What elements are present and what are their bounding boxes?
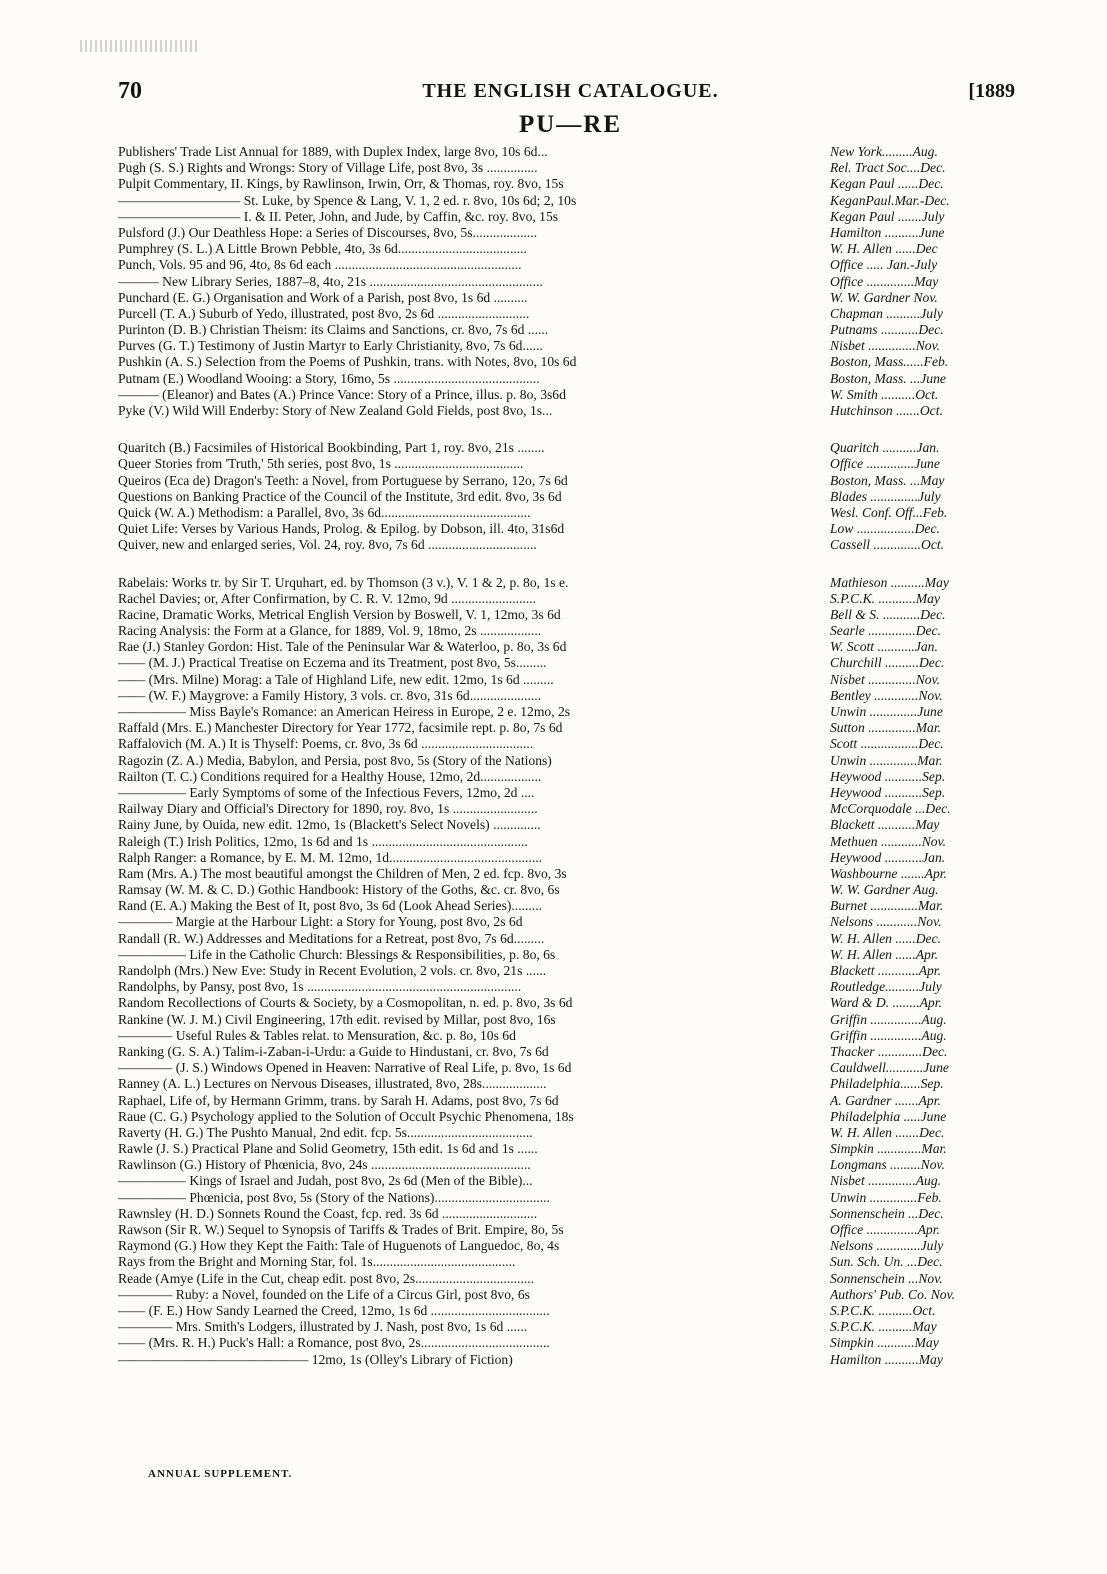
catalogue-entry [118, 834, 1023, 850]
catalogue-entry [118, 963, 1023, 979]
entry-description: Pumphrey (S. L.) A Little Brown Pebble, 4to, 3s 6d...................................... [118, 241, 527, 257]
entry-description: Rachel Davies; or, After Confirmation, by C. R. V. 12mo, 9d ......................... [118, 590, 537, 606]
entry-description: Pulsford (J.) Our Deathless Hope: a Series of Discourses, 8vo, 5s................... [118, 224, 538, 240]
entry-publisher: W. W. Gardner Aug. [830, 882, 939, 898]
entry-description: Ramsay (W. M. & C. D.) Gothic Handbook: History of the Goths, &c. cr. 8vo, 6s [118, 882, 560, 898]
catalogue-entry [118, 817, 1023, 833]
entry-description: Raymond (G.) How they Kept the Faith: Tale of Huguenots of Languedoc, 8o, 4s [118, 1238, 560, 1254]
entry-description: Queiros (Eca de) Dragon's Teeth: a Novel, from Portuguese by Serrano, 12o, 7s 6d [118, 472, 568, 488]
entry-publisher: Nisbet ..............Aug. [830, 1173, 942, 1189]
catalogue-entry [118, 290, 1023, 306]
entry-publisher: Hamilton ..........June [830, 224, 945, 240]
catalogue-entry [118, 274, 1023, 290]
entry-description: ———— Mrs. Smith's Lodgers, illustrated by J. Nash, post 8vo, 1s 6d ...... [118, 1319, 528, 1335]
entry-description: ———— Useful Rules & Tables relat. to Mensuration, &c. p. 8o, 10s 6d [118, 1027, 516, 1043]
entry-publisher: Longmans .........Nov. [830, 1157, 945, 1173]
entry-description: —————————————— 12mo, 1s (Olley's Library of Fiction) [118, 1351, 513, 1367]
entry-publisher: Searle ..............Dec. [830, 623, 941, 639]
entry-publisher: Boston, Mass. ...June [830, 370, 946, 386]
entry-publisher: Philadelphia .....June [830, 1108, 947, 1124]
entry-description: Randall (R. W.) Addresses and Meditations for a Retreat, post 8vo, 7s 6d......... [118, 930, 545, 946]
catalogue-entry [118, 160, 1023, 176]
catalogue-entry [118, 505, 1023, 521]
entry-publisher: Hamilton ..........May [830, 1351, 943, 1367]
catalogue-entry [118, 176, 1023, 192]
entry-publisher: Kegan Paul .......July [830, 208, 945, 224]
entry-description: Pushkin (A. S.) Selection from the Poems of Pushkin, trans. with Notes, 8vo, 10s 6d [118, 354, 577, 370]
catalogue-entry [118, 1093, 1023, 1109]
entry-description: Randolphs, by Pansy, post 8vo, 1s ............................................................... [118, 979, 522, 995]
entry-description: Purcell (T. A.) Suburb of Yedo, illustrated, post 8vo, 2s 6d ........................... [118, 305, 530, 321]
entry-description: ———— (J. S.) Windows Opened in Heaven: Narrative of Real Life, p. 8vo, 1s 6d [118, 1060, 572, 1076]
entry-publisher: Bell & S. ...........Dec. [830, 606, 946, 622]
entry-description: —— (M. J.) Practical Treatise on Eczema and its Treatment, post 8vo, 5s......... [118, 655, 547, 671]
running-title: THE ENGLISH CATALOGUE. [422, 80, 719, 102]
entry-description: Rankine (W. J. M.) Civil Engineering, 17th edit. revised by Millar, post 8vo, 16s [118, 1011, 556, 1027]
entry-publisher: Scott .................Dec. [830, 736, 944, 752]
entry-description: Racing Analysis: the Form at a Glance, for 1889, Vol. 9, 18mo, 2s .................. [118, 623, 542, 639]
entry-description: ———— Margie at the Harbour Light: a Story for Young, post 8vo, 2s 6d [118, 914, 523, 930]
entry-publisher: Quaritch ..........Jan. [830, 440, 940, 456]
entry-description: Purves (G. T.) Testimony of Justin Martyr to Early Christianity, 8vo, 7s 6d...... [118, 338, 543, 354]
page-number: 70 [118, 78, 142, 104]
entry-publisher: Boston, Mass......Feb. [830, 354, 949, 370]
entry-description: Rawson (Sir R. W.) Sequel to Synopsis of Tariffs & Trades of Brit. Empire, 8o, 5s [118, 1222, 564, 1237]
catalogue-entry [118, 607, 1023, 623]
entry-publisher: Heywood ...........Sep. [830, 768, 946, 784]
entry-description: Ragozin (Z. A.) Media, Babylon, and Persia, post 8vo, 5s (Story of the Nations) [118, 752, 552, 768]
entry-description: —— (F. E.) How Sandy Learned the Creed, 12mo, 1s 6d ................................... [118, 1302, 550, 1318]
entry-description: Pulpit Commentary, II. Kings, by Rawlinson, Irwin, Orr, & Thomas, roy. 8vo, 15s [118, 176, 564, 192]
catalogue-entry [118, 1335, 1023, 1351]
catalogue-entry [118, 456, 1023, 472]
entry-publisher: Sun. Sch. Un. ...Dec. [830, 1254, 943, 1270]
catalogue-entry [118, 1125, 1023, 1141]
entry-publisher: Nelsons ............Nov. [830, 914, 942, 930]
entry-description: Ralph Ranger: a Romance, by E. M. M. 12mo, 1d............................................. [118, 849, 543, 865]
entry-publisher: Blackett ............Apr. [830, 963, 941, 978]
entry-publisher: Griffin ...............Aug. [830, 1027, 947, 1043]
catalogue-entry [118, 1076, 1023, 1092]
catalogue-entry [118, 947, 1023, 963]
catalogue-entry [118, 473, 1023, 489]
entry-description: ——— (Eleanor) and Bates (A.) Prince Vance: Story of a Prince, illus. p. 8o, 3s6d [118, 386, 566, 402]
catalogue-entry [118, 866, 1023, 882]
entry-publisher: Blades ..............July [830, 488, 941, 504]
entry-description: ————— Kings of Israel and Judah, post 8vo, 2s 6d (Men of the Bible)... [118, 1173, 533, 1189]
catalogue-entry [118, 850, 1023, 866]
catalogue-entry [118, 688, 1023, 704]
entry-description: Publishers' Trade List Annual for 1889, with Duplex Index, large 8vo, 10s 6d... [118, 144, 548, 159]
entry-publisher: Boston, Mass. ...May [830, 472, 945, 488]
entry-publisher: Nelsons .............July [830, 1238, 944, 1254]
catalogue-entry [118, 489, 1023, 505]
entry-description: Rays from the Bright and Morning Star, fol. 1s.......................................... [118, 1254, 516, 1270]
entry-description: Punchard (E. G.) Organisation and Work of a Parish, post 8vo, 1s 6d .......... [118, 289, 528, 305]
catalogue-entry [118, 785, 1023, 801]
entry-description: Raue (C. G.) Psychology applied to the Solution of Occult Psychic Phenomena, 18s [118, 1108, 574, 1124]
entry-description: Quiver, new and enlarged series, Vol. 24, roy. 8vo, 7s 6d ................................ [118, 537, 537, 553]
entry-description: Random Recollections of Courts & Society, by a Cosmopolitan, n. ed. p. 8vo, 3s 6d [118, 995, 573, 1011]
entry-description: Raphael, Life of, by Hermann Grimm, trans. by Sarah H. Adams, post 8vo, 7s 6d [118, 1092, 559, 1108]
catalogue-entry [118, 193, 1023, 209]
entry-publisher: Office ..............May [830, 273, 939, 289]
catalogue-entry [118, 521, 1023, 537]
entry-description: Rabelais: Works tr. by Sir T. Urquhart, ed. by Thomson (3 v.), V. 1 & 2, p. 8o, 1s e. [118, 574, 569, 590]
entry-publisher: New York.........Aug. [830, 144, 938, 159]
catalogue-entry [118, 1044, 1023, 1060]
entry-publisher: Rel. Tract Soc....Dec. [830, 160, 946, 176]
catalogue-entry [118, 306, 1023, 322]
entry-publisher: W. H. Allen ......Dec. [830, 930, 941, 946]
entry-publisher: Unwin ..............Mar. [830, 752, 943, 768]
entry-description: —— (Mrs. Milne) Morag: a Tale of Highland Life, new edit. 12mo, 1s 6d ......... [118, 671, 554, 687]
entry-description: Rae (J.) Stanley Gordon: Hist. Tale of the Peninsular War & Waterloo, p. 8o, 3s 6d [118, 639, 567, 655]
entry-publisher: W. H. Allen .......Dec. [830, 1124, 945, 1140]
section-title: PU—RE [518, 111, 623, 138]
entry-description: Ram (Mrs. A.) The most beautiful amongst the Children of Men, 2 ed. fcp. 8vo, 3s [118, 865, 567, 881]
catalogue-entry [118, 1141, 1023, 1157]
entry-publisher: Cauldwell...........June [830, 1060, 949, 1076]
catalogue-entry [118, 1028, 1023, 1044]
entry-publisher: Philadelphia......Sep. [830, 1076, 944, 1092]
catalogue-entry [118, 1012, 1023, 1028]
catalogue-entry [118, 1157, 1023, 1173]
entry-description: Quiet Life: Verses by Various Hands, Prolog. & Epilog. by Dobson, ill. 4to, 31s6d [118, 521, 565, 537]
catalogue-section [118, 144, 1023, 419]
entry-publisher: Bentley .............Nov. [830, 687, 943, 703]
catalogue-entry [118, 1206, 1023, 1222]
catalogue-entry [118, 1222, 1023, 1238]
catalogue-entry [118, 639, 1023, 655]
entry-description: Punch, Vols. 95 and 96, 4to, 8s 6d each ....................................................... [118, 257, 522, 273]
entry-publisher: Unwin ..............June [830, 704, 943, 719]
entry-publisher: W. H. Allen ......Dec [830, 241, 938, 257]
catalogue-entry [118, 1271, 1023, 1287]
entry-publisher: Sonnenschein ...Dec. [830, 1205, 944, 1221]
entry-publisher: Griffin ...............Aug. [830, 1011, 947, 1027]
entry-publisher: Cassell ..............Oct. [830, 537, 945, 553]
catalogue-entry [118, 1352, 1023, 1368]
catalogue-entry [118, 1190, 1023, 1206]
entry-description: Raffald (Mrs. E.) Manchester Directory for Year 1772, facsimile rept. p. 8o, 7s 6d [118, 720, 563, 736]
entry-publisher: Office ...............Apr. [830, 1222, 940, 1237]
entry-publisher: S.P.C.K. ..........May [830, 1319, 937, 1335]
catalogue-entry [118, 931, 1023, 947]
catalogue-entry [118, 575, 1023, 591]
catalogue-entry [118, 1303, 1023, 1319]
entry-description: Rawnsley (H. D.) Sonnets Round the Coast, fcp. red. 3s 6d ............................ [118, 1205, 538, 1221]
catalogue-sections [118, 144, 1023, 1368]
catalogue-entry [118, 257, 1023, 273]
catalogue-entry [118, 537, 1023, 553]
entry-publisher: Sonnenschein ...Nov. [830, 1270, 943, 1286]
entry-description: ———— Ruby: a Novel, founded on the Life of a Circus Girl, post 8vo, 6s [118, 1286, 530, 1302]
catalogue-entry [118, 720, 1023, 736]
entry-description: Reade (Amye (Life in the Cut, cheap edit. post 8vo, 2s................................... [118, 1270, 535, 1286]
entry-publisher: Thacker .............Dec. [830, 1043, 948, 1059]
entry-publisher: Ward & D. ........Apr. [830, 995, 942, 1011]
entry-description: Railway Diary and Official's Directory for 1890, roy. 8vo, 1s ......................... [118, 801, 538, 817]
entry-description: Putnam (E.) Woodland Wooing: a Story, 16mo, 5s ........................................... [118, 370, 540, 386]
entry-publisher: Heywood ...........Sep. [830, 784, 946, 800]
catalogue-entry [118, 898, 1023, 914]
catalogue-entry [118, 225, 1023, 241]
entry-publisher: Simpkin .............Mar. [830, 1141, 947, 1157]
entry-publisher: Office ..............June [830, 456, 940, 472]
entry-description: Pugh (S. S.) Rights and Wrongs: Story of Village Life, post 8vo, 3s ............... [118, 160, 538, 176]
catalogue-entry [118, 623, 1023, 639]
catalogue-entry [118, 801, 1023, 817]
entry-description: ————— Early Symptoms of some of the Infectious Fevers, 12mo, 2d .... [118, 784, 535, 800]
catalogue-entry [118, 591, 1023, 607]
catalogue-entry [118, 338, 1023, 354]
entry-publisher: Washbourne .......Apr. [830, 865, 947, 881]
running-year: [1889 [968, 80, 1015, 102]
entry-description: Quick (W. A.) Methodism: a Parallel, 8vo, 3s 6d............................................ [118, 504, 531, 520]
entry-description: Railton (T. C.) Conditions required for a Healthy House, 12mo, 2d.................. [118, 768, 542, 784]
catalogue-entry [118, 1287, 1023, 1303]
catalogue-entry [118, 371, 1023, 387]
catalogue-section [118, 575, 1023, 1368]
entry-publisher: S.P.C.K. ...........May [830, 590, 941, 606]
entry-publisher: KeganPaul.Mar.-Dec. [830, 192, 950, 208]
catalogue-section [118, 440, 1023, 553]
footer-annual-supplement: ANNUAL SUPPLEMENT. [148, 1468, 293, 1480]
entry-publisher: Unwin ..............Feb. [830, 1189, 942, 1205]
entry-publisher: Office ..... Jan.-July [830, 257, 938, 273]
catalogue-entry [118, 914, 1023, 930]
catalogue-entry [118, 1254, 1023, 1270]
entry-publisher: W. Scott ...........Jan. [830, 639, 938, 655]
entry-description: Quaritch (B.) Facsimiles of Historical Bookbinding, Part 1, roy. 8vo, 21s ........ [118, 440, 545, 456]
entry-publisher: Wesl. Conf. Off...Feb. [830, 504, 948, 520]
entry-publisher: Mathieson ..........May [830, 574, 949, 590]
entry-description: Rawle (J. S.) Practical Plane and Solid Geometry, 15th edit. 1s 6d and 1s ...... [118, 1141, 538, 1157]
entry-publisher: Heywood ...........Jan. [830, 849, 946, 865]
catalogue-entry [118, 403, 1023, 419]
entry-publisher: Blackett ...........May [830, 817, 940, 833]
entry-publisher: Sutton ..............Mar. [830, 720, 942, 736]
catalogue-entry [118, 322, 1023, 338]
catalogue-entry [118, 144, 1023, 160]
entry-description: —— (W. F.) Maygrove: a Family History, 3 vols. cr. 8vo, 31s 6d..................... [118, 687, 542, 703]
entry-description: Purinton (D. B.) Christian Theism: its Claims and Sanctions, cr. 8vo, 7s 6d ...... [118, 322, 549, 338]
entry-description: ————————— I. & II. Peter, John, and Jude, by Caffin, &c. roy. 8vo, 15s [118, 208, 559, 224]
scan-smudge [80, 40, 200, 52]
entry-description: Queer Stories from 'Truth,' 5th series, post 8vo, 1s ...................................... [118, 456, 524, 472]
entry-publisher: S.P.C.K. ..........Oct. [830, 1302, 936, 1318]
entry-publisher: W. Smith ..........Oct. [830, 386, 939, 402]
entry-description: Rainy June, by Ouida, new edit. 12mo, 1s (Blackett's Select Novels) .............. [118, 817, 541, 833]
catalogue-entry [118, 354, 1023, 370]
entry-publisher: McCorquodale ...Dec. [830, 801, 951, 817]
entry-description: Ranney (A. L.) Lectures on Nervous Diseases, illustrated, 8vo, 28s................... [118, 1076, 547, 1092]
catalogue-entry [118, 387, 1023, 403]
catalogue-entry [118, 753, 1023, 769]
entry-publisher: Churchill ..........Dec. [830, 655, 945, 671]
catalogue-entry [118, 1173, 1023, 1189]
catalogue-entry [118, 1060, 1023, 1076]
catalogue-entry [118, 209, 1023, 225]
entry-description: Randolph (Mrs.) New Eve: Study in Recent Evolution, 2 vols. cr. 8vo, 21s ...... [118, 963, 547, 978]
entry-description: Raverty (H. G.) The Pushto Manual, 2nd edit. fcp. 5s..................................... [118, 1124, 533, 1140]
entry-description: ————————— St. Luke, by Spence & Lang, V. 1, 2 ed. r. 8vo, 10s 6d; 2, 10s [118, 192, 577, 208]
catalogue-entry [118, 1319, 1023, 1335]
entry-publisher: Routledge..........July [830, 979, 942, 995]
entry-description: ————— Miss Bayle's Romance: an American Heiress in Europe, 2 e. 12mo, 2s [118, 704, 571, 719]
entry-description: Pyke (V.) Wild Will Enderby: Story of New Zealand Gold Fields, post 8vo, 1s... [118, 403, 553, 418]
entry-publisher: Methuen ............Nov. [830, 833, 947, 849]
catalogue-entry [118, 672, 1023, 688]
catalogue-entry [118, 736, 1023, 752]
entry-publisher: Chapman ..........July [830, 305, 943, 321]
entry-publisher: A. Gardner .......Apr. [830, 1092, 941, 1108]
entry-description: Questions on Banking Practice of the Council of the Institute, 3rd edit. 8vo, 3s 6d [118, 488, 562, 504]
entry-publisher: Nisbet ..............Nov. [830, 338, 941, 354]
catalogue-entry [118, 440, 1023, 456]
entry-publisher: Authors' Pub. Co. Nov. [830, 1286, 955, 1302]
entry-description: ——— New Library Series, 1887–8, 4to, 21s ................................................... [118, 273, 543, 289]
catalogue-entry [118, 655, 1023, 671]
entry-publisher: W. H. Allen ......Apr. [830, 946, 938, 962]
catalogue-entry [118, 241, 1023, 257]
entry-publisher: Simpkin ...........May [830, 1335, 939, 1351]
catalogue-entry [118, 769, 1023, 785]
entry-publisher: Hutchinson .......Oct. [830, 403, 943, 418]
entry-description: Rawlinson (G.) History of Phœnicia, 8vo, 24s ............................................... [118, 1157, 531, 1173]
entry-publisher: Putnams ...........Dec. [830, 322, 944, 338]
catalogue-entry [118, 1238, 1023, 1254]
entry-description: ————— Life in the Catholic Church: Blessings & Responsibilities, p. 8o, 6s [118, 946, 556, 962]
entry-publisher: W. W. Gardner Nov. [830, 289, 938, 305]
catalogue-entry [118, 995, 1023, 1011]
entry-description: Racine, Dramatic Works, Metrical English Version by Boswell, V. 1, 12mo, 3s 6d [118, 606, 561, 622]
entry-description: Raffalovich (M. A.) It is Thyself: Poems, cr. 8vo, 3s 6d ................................. [118, 736, 534, 752]
catalogue-entry [118, 1109, 1023, 1125]
entry-publisher: Kegan Paul ......Dec. [830, 176, 944, 192]
catalogue-page [118, 78, 1023, 1389]
entry-description: —— (Mrs. R. H.) Puck's Hall: a Romance, post 8vo, 2s...................................... [118, 1335, 550, 1351]
catalogue-entry [118, 979, 1023, 995]
running-head [118, 78, 1023, 108]
entry-publisher: Burnet ..............Mar. [830, 898, 944, 914]
entry-description: Rand (E. A.) Making the Best of It, post 8vo, 3s 6d (Look Ahead Series)......... [118, 898, 542, 914]
entry-publisher: Low .................Dec. [830, 521, 940, 537]
entry-description: ————— Phœnicia, post 8vo, 5s (Story of the Nations).................................. [118, 1189, 550, 1205]
catalogue-entry [118, 882, 1023, 898]
entry-description: Raleigh (T.) Irish Politics, 12mo, 1s 6d and 1s .............................................. [118, 833, 528, 849]
entry-description: Ranking (G. S. A.) Talim-i-Zaban-i-Urdu: a Guide to Hindustani, cr. 8vo, 7s 6d [118, 1043, 549, 1059]
catalogue-entry [118, 704, 1023, 720]
entry-publisher: Nisbet ..............Nov. [830, 671, 941, 687]
